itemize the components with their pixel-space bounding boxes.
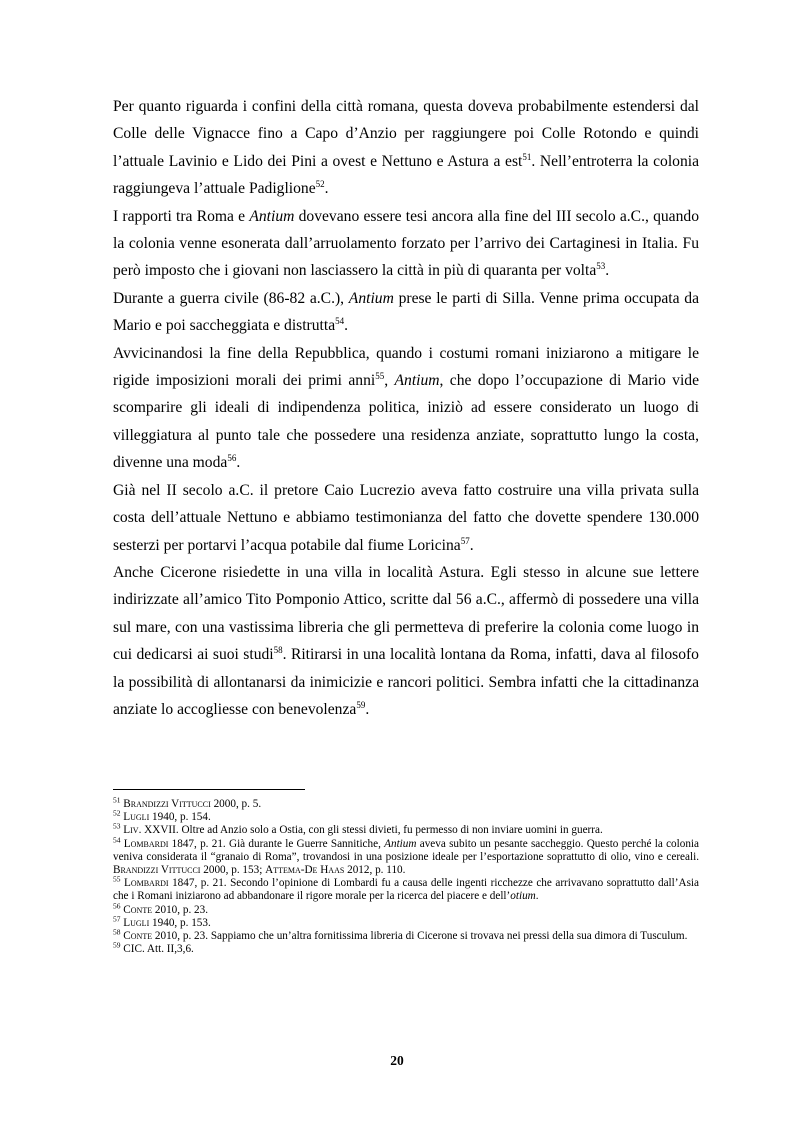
page-number: 20 [390, 1053, 404, 1068]
footnote: $^{54}$ Lombardi 1847, p. 21. Già durante le Guerre Sannitiche, Antium aveva subito un pesante saccheggio. Questo perché la colonia veniva considerata il “granaio di Roma”, trovandosi in una posizione ideale per l’esportazione soprattutto di olio, vino e cereali. Brandizzi Vittucci 2000, p. 153; Attema-De Haas 2012, p. 110. [113, 834, 699, 877]
footnote: $^{51}$ Brandizzi Vittucci 2000, p. 5. [113, 795, 262, 810]
footnote-ref[interactable]: 56 [227, 453, 237, 464]
paragraph: Avvicinandosi la fine della Repubblica, quando i costumi romani iniziarono a mitigare le rigide imposizioni morali dei primi anni$^{55}$, Antium, che dopo l’occupazione di Mario vide scomparire gli ideali di indipendenza politica, iniziò ad essere considerato un luogo di villeggiatura al punto tale che possedere una residenza anziate, soprattutto lungo la costa, divenne una moda$^{56}$. [113, 344, 700, 472]
paragraph: Anche Cicerone risiedette in una villa in località Astura. Egli stesso in alcune sue lettere indirizzate all’amico Tito Pomponio Attico, scritte dal 56 a.C., affermò di possedere una villa sul mare, con una vastissima libreria che gli permetteva di preferire la colonia come luogo in cui dedicarsi ai suoi studi$^{58}$. Ritirarsi in una località lontana da Roma, infatti, dava al filosofo la possibilità di allontanarsi da inimicizie e rancori politici. Sembra infatti che la cittadinanza anziate lo accogliesse con benevolenza$^{59}$. [113, 563, 699, 718]
footnote-ref[interactable]: 52 [315, 179, 325, 190]
footnote: $^{58}$ Conte 2010, p. 23. Sappiamo che un’altra fornitissima libreria di Cicerone si trovava nei pressi della sua dimora di Tusculum. [113, 927, 688, 943]
footnote-ref[interactable]: 54 [335, 316, 345, 327]
paragraph: I rapporti tra Roma e Antium dovevano essere tesi ancora alla fine del III secolo a.C., quando la colonia venne esonerata dall’arruolamento forzato per l’arrivo dei Cartaginesi in Italia. Fu però imposto che i giovani non lasciassero la città in più di quaranta per volta$^{53}$. [113, 207, 699, 280]
footnote: $^{53}$ Liv. XXVII. Oltre ad Anzio solo a Ostia, con gli stessi divieti, fu permesso di non inviare uomini in guerra. [113, 821, 603, 837]
footnote: $^{52}$ Lugli 1940, p. 154. [113, 808, 211, 824]
footnote-ref[interactable]: 59 [356, 699, 366, 710]
footnote-divider [113, 789, 305, 790]
body-text [113, 93, 699, 723]
footnote: $^{56}$ Conte 2010, p. 23. [113, 900, 209, 916]
paragraph: Per quanto riguarda i confini della città romana, questa doveva probabilmente estendersi dal Colle delle Vignacce fino a Capo d’Anzio per raggiungere poi Colle Rotondo e quindi l’attuale Lavinio e Lido dei Pini a ovest e Nettuno e Astura a est$^{51}$. Nell’entroterra la colonia raggiungeva l’attuale Padiglione$^{52}$. [113, 98, 699, 198]
footnote: $^{57}$ Lugli 1940, p. 153. [113, 914, 211, 929]
paragraph: Durante a guerra civile (86-82 a.C.), Antium prese le parti di Silla. Venne prima occupata da Mario e poi saccheggiata e distrutta$^{54}$. [113, 289, 699, 335]
footnotes [113, 795, 699, 956]
footnote-ref[interactable]: 58 [273, 644, 283, 655]
paragraph: Già nel II secolo a.C. il pretore Caio Lucrezio aveva fatto costruire una villa privata sulla costa dell’attuale Nettuno e abbiamo testimonianza del fatto che dovette spendere 130.000 sesterzi per portarvi l’acqua potabile dal fiume Loricina$^{57}$. [113, 481, 699, 554]
footnote-ref[interactable]: 51 [522, 151, 532, 162]
footnote: $^{59}$ CIC. Att. II,3,6. [113, 940, 194, 956]
footnote-ref[interactable]: 53 [596, 261, 606, 272]
footnote-ref[interactable]: 57 [460, 535, 470, 546]
footnote: $^{55}$ Lombardi 1847, p. 21. Secondo l’opinione di Lombardi fu a causa delle ingenti ricchezze che arrivavano soprattutto dall’Asia che i Romani iniziarono ad abbandonare il rigore morale per la ricerca del piacere e dell’otium. [113, 874, 699, 903]
footnote-ref[interactable]: 55 [375, 370, 385, 381]
